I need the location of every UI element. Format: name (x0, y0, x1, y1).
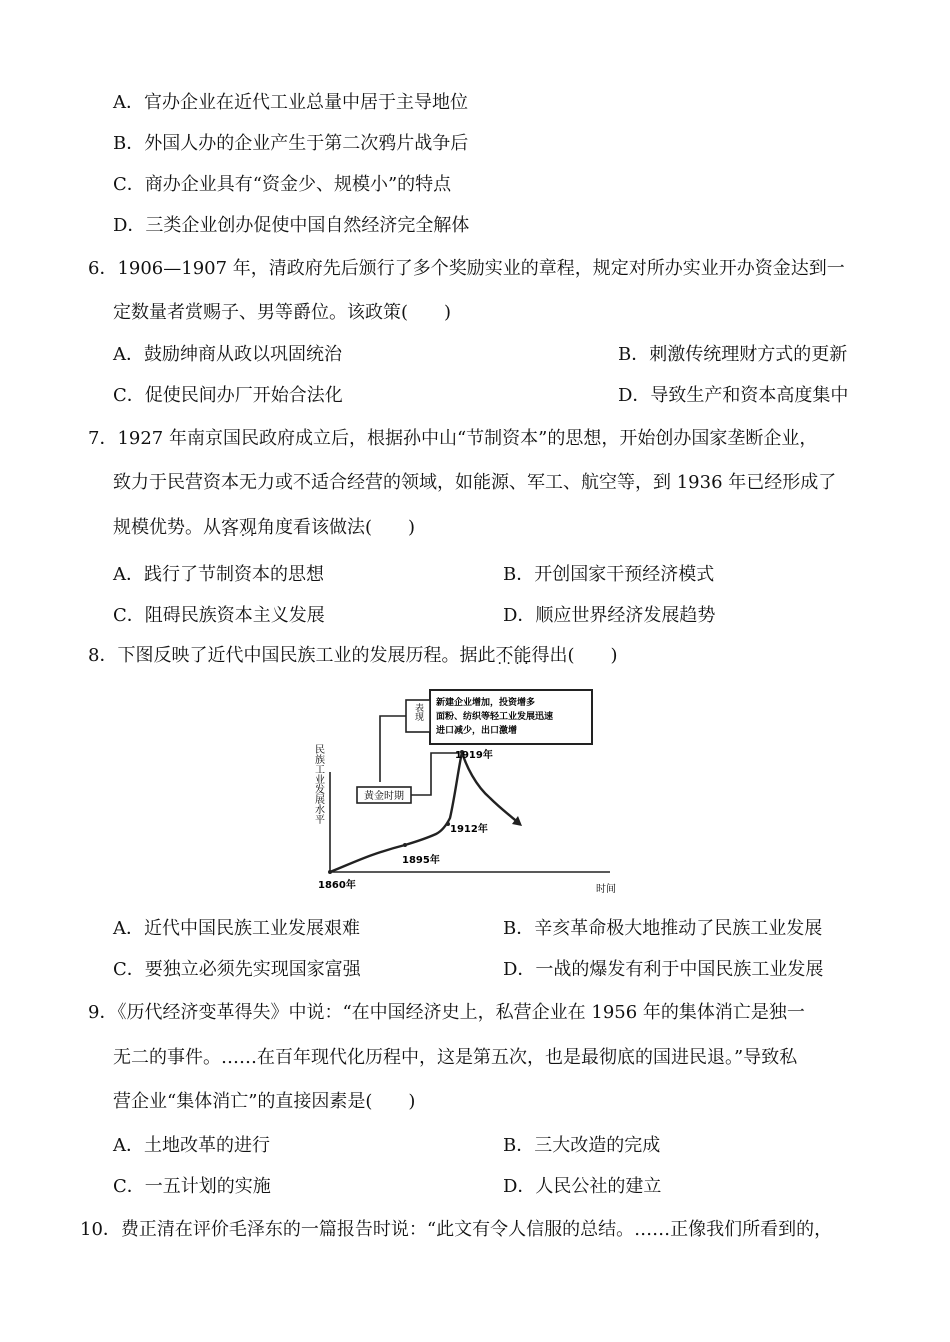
q8-stem-pre: 8．下图反映了近代中国民族工业的发展历程。据此 (88, 645, 496, 666)
q7-stem-post: 看该做法( ) (293, 517, 416, 538)
development-curve (330, 752, 520, 872)
q9-option-b: B．三大改造的完成 (503, 1135, 661, 1156)
label-1860: 1860年 (318, 880, 356, 891)
q9-stem-line3: 营企业“集体消亡”的直接因素是( ) (113, 1091, 416, 1112)
y-axis-label: 民族工业发展水平 (312, 744, 324, 824)
q6-option-c: C．促使民间办厂开始合法化 (113, 385, 343, 406)
q10-stem-line1: 10．费正清在评价毛泽东的一篇报告时说：“此文有令人信服的总结。……正像我们所看到的， (80, 1219, 833, 1240)
q6-option-a: A．鼓励绅商从政以巩固统治 (113, 344, 342, 365)
desc-line-1: 新建企业增加，投资增多 (436, 698, 536, 708)
label-1895: 1895年 (402, 855, 440, 866)
industry-development-figure (300, 686, 630, 898)
q7-stem-line3 (113, 516, 415, 540)
label-1919: 1919年 (455, 750, 493, 761)
q8-option-a: A．近代中国民族工业发展艰难 (113, 918, 360, 939)
q9-option-a: A．土地改革的进行 (113, 1135, 270, 1156)
q8-emphasis: 不能得出 · · · · (495, 645, 567, 666)
q7-stem-line2: 致力于民营资本无力或不适合经营的领域，如能源、军工、航空等，到 1936 年已经形成了 (113, 472, 837, 493)
q7-option-b: B．开创国家干预经济模式 (503, 564, 715, 585)
q7-option-d: D．顺应世界经济发展趋势 (503, 605, 716, 626)
q9-option-c: C．一五计划的实施 (113, 1176, 271, 1197)
q5-option-b: B．外国人办的企业产生于第二次鸦片战争后 (113, 133, 469, 154)
q7-emphasis: 客观角度 · · · · (221, 517, 293, 538)
q9-stem-line2: 无二的事件。……在百年现代化历程中，这是第五次，也是最彻底的国进民退。”导致私 (113, 1047, 798, 1068)
q6-stem-line2: 定数量者赏赐子、男等爵位。该政策( ) (113, 302, 452, 323)
q8-stem-post: ( ) (567, 645, 618, 666)
q8-option-b: B．辛亥革命极大地推动了民族工业发展 (503, 918, 823, 939)
desc-line-2: 面粉、纺织等轻工业发展迅速 (436, 712, 554, 722)
biaoxian-label: 表现 (413, 703, 423, 721)
q7-stem-pre: 规模优势。从 (113, 517, 221, 538)
q9-stem-line1: 9．《历代经济变革得失》中说：“在中国经济史上，私营企业在 1956 年的集体消亡是独一 (88, 1002, 805, 1023)
q6-stem-line1: 6．1906—1907 年，清政府先后颁行了多个奖励实业的章程，规定对所办实业开办资金达到一 (88, 258, 845, 279)
x-axis-label: 时间 (596, 884, 616, 895)
q6-option-b: B．刺激传统理财方式的更新 (618, 344, 848, 365)
golden-bracket (411, 753, 458, 795)
q9-option-d: D．人民公社的建立 (503, 1176, 662, 1197)
point-1895 (403, 843, 407, 847)
q8-option-d: D．一战的爆发有利于中国民族工业发展 (503, 959, 824, 980)
label-1912: 1912年 (450, 824, 488, 835)
q5-option-c: C．商办企业具有“资金少、规模小”的特点 (113, 174, 452, 195)
q5-option-a: A．官办企业在近代工业总量中居于主导地位 (113, 92, 468, 113)
q7-stem-line1: 7．1927 年南京国民政府成立后，根据孙中山“节制资本”的思想，开始创办国家垄断企业， (88, 428, 818, 449)
connector-left (380, 716, 406, 782)
golden-period-label: 黄金时期 (364, 791, 404, 802)
q8-option-c: C．要独立必须先实现国家富强 (113, 959, 361, 980)
desc-line-3: 进口减少，出口激增 (436, 726, 518, 736)
q5-option-d: D．三类企业创办促使中国自然经济完全解体 (113, 215, 470, 236)
q8-stem (88, 644, 618, 668)
point-1860 (328, 870, 332, 874)
q7-option-c: C．阻碍民族资本主义发展 (113, 605, 325, 626)
q7-option-a: A．践行了节制资本的思想 (113, 564, 324, 585)
q6-option-d: D．导致生产和资本高度集中 (618, 385, 849, 406)
